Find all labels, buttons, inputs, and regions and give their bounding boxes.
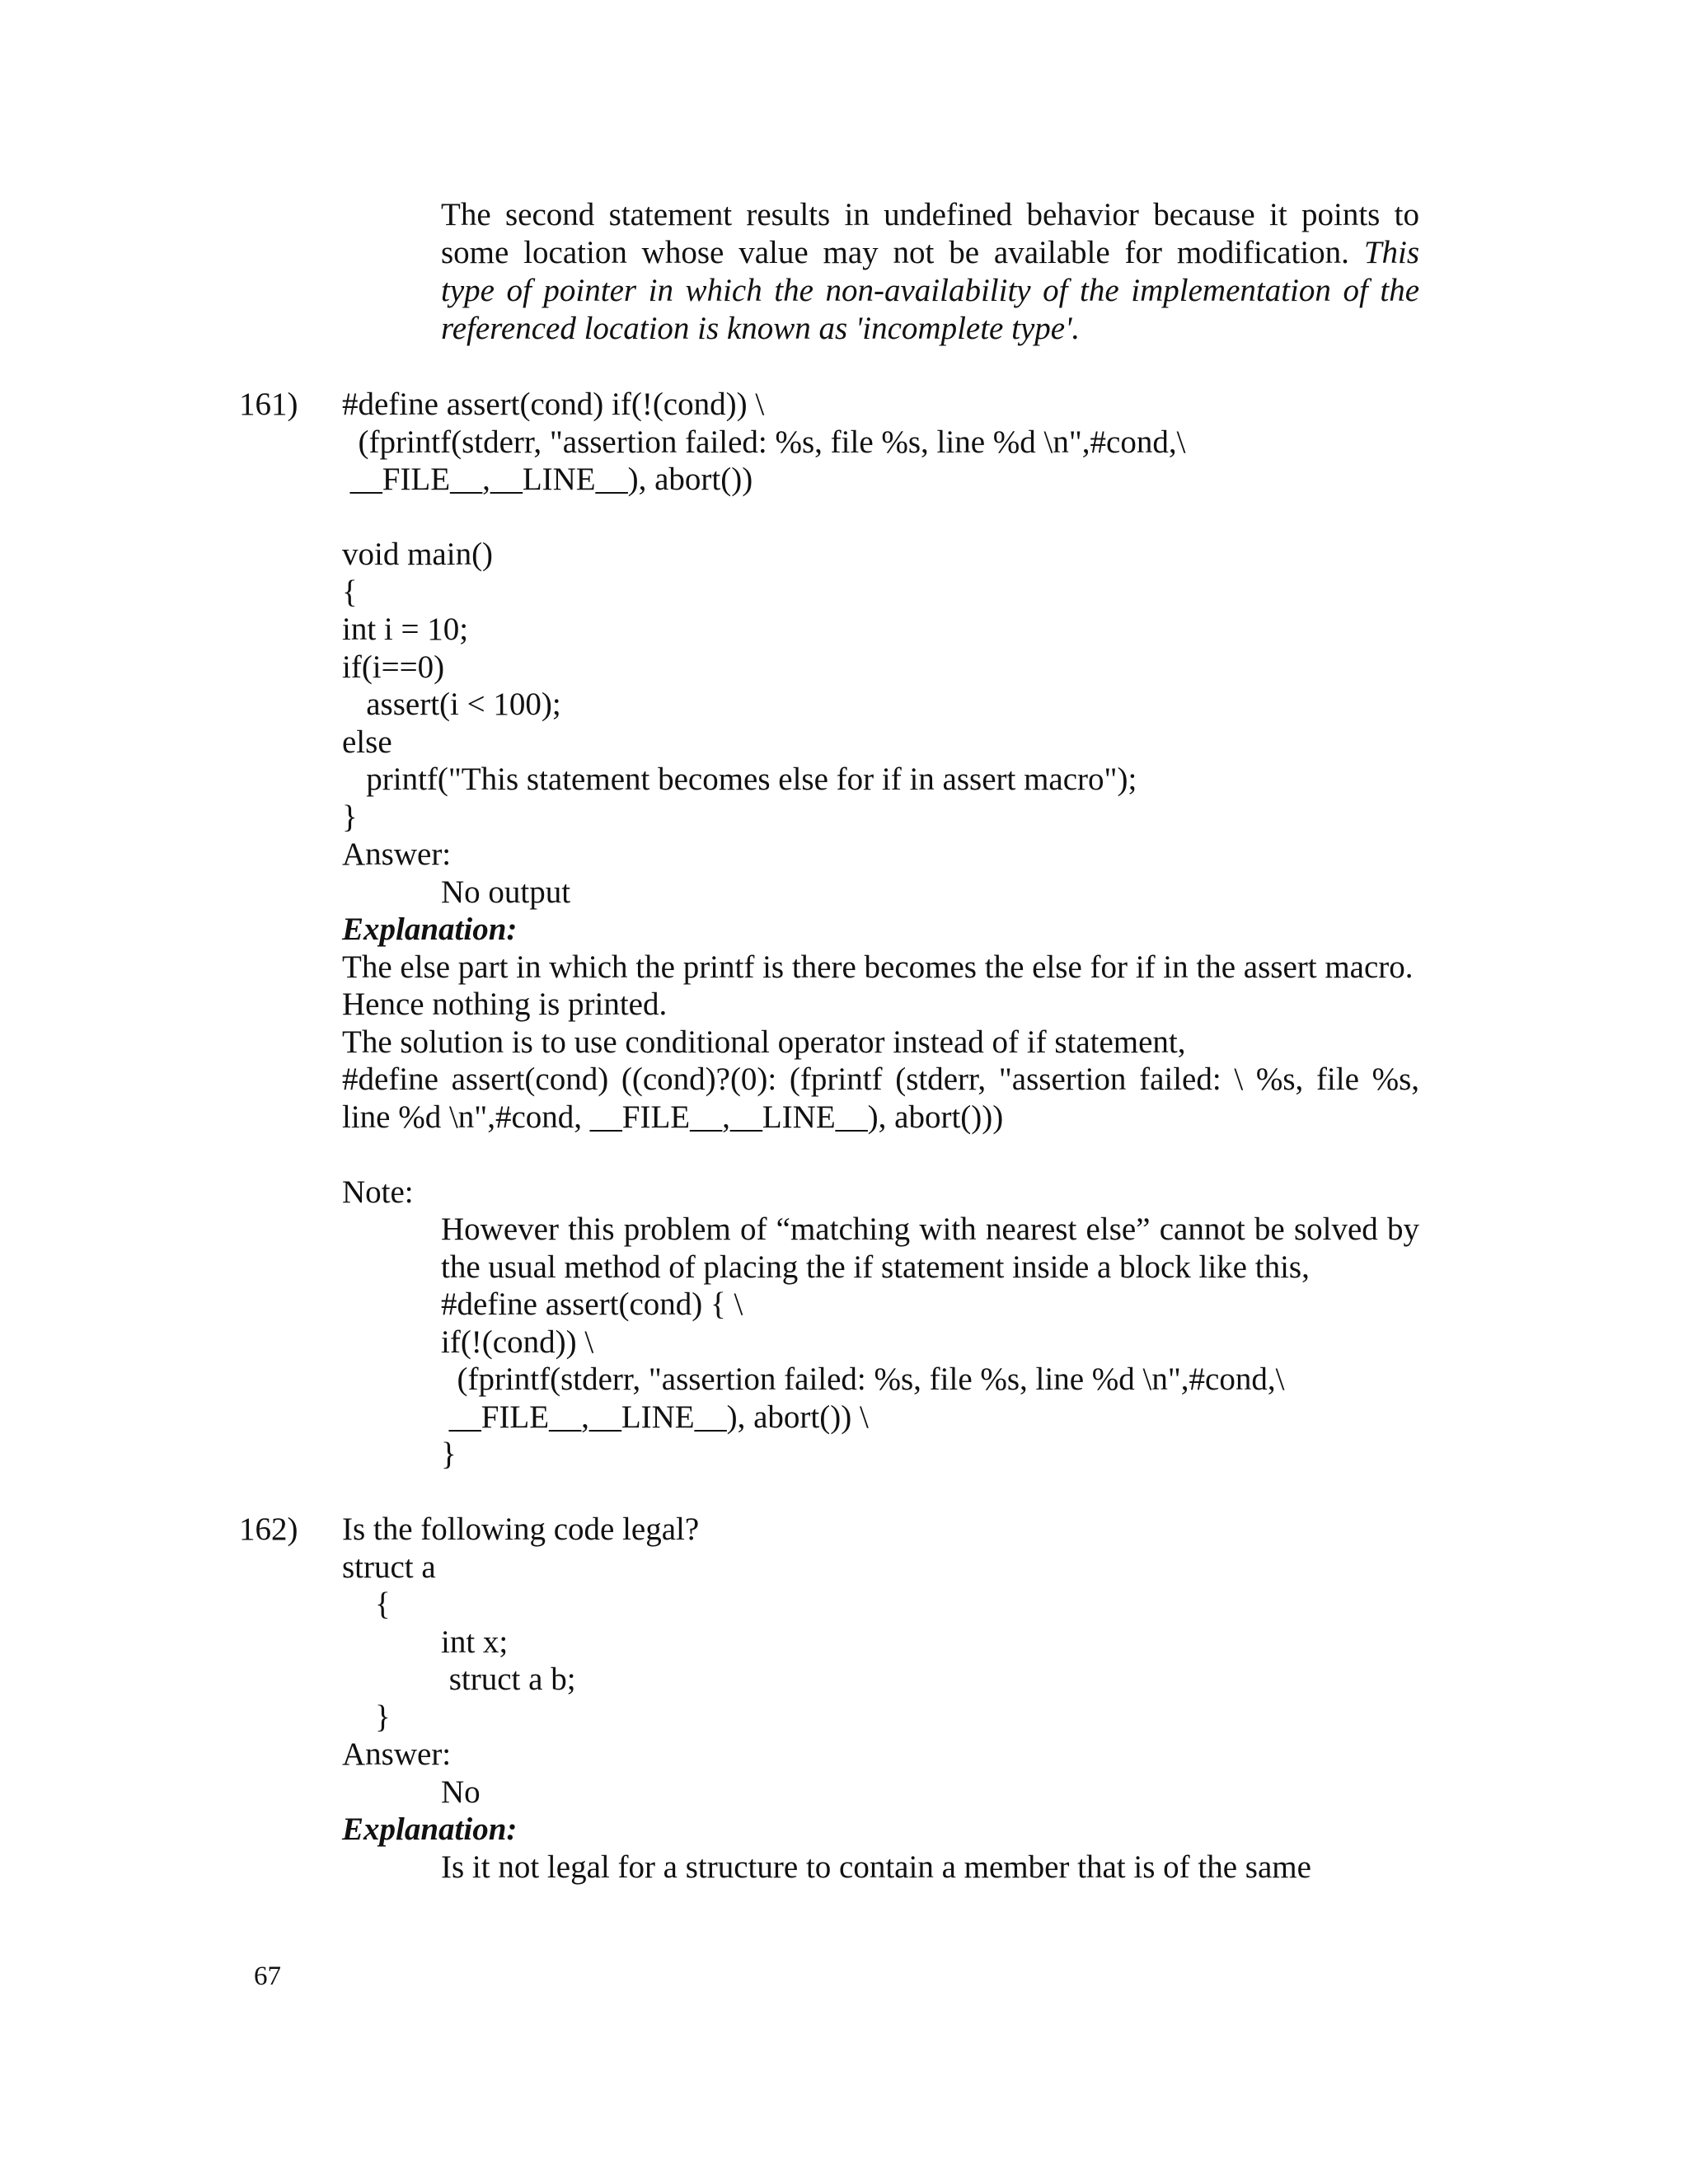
q161-code-line: } xyxy=(342,799,358,835)
q161-explanation-line: The solution is to use conditional operator instead of if statement, xyxy=(342,1024,1186,1060)
intro-line-2-plain: some location whose value may not be available for modification. xyxy=(441,235,1349,270)
q161-explanation-line: The else part in which the printf is there becomes the else for if in the assert macro. xyxy=(342,949,1414,985)
q161-code-line: #define assert(cond) if(!(cond)) \ xyxy=(342,387,765,422)
q161-code-line: { xyxy=(342,574,358,610)
q161-answer-label: Answer: xyxy=(342,837,452,872)
q162-explanation: Is it not legal for a structure to contain a member that is of the same xyxy=(441,1849,1311,1885)
q161-code-line: int i = 10; xyxy=(342,612,469,647)
q161-note-label: Note: xyxy=(342,1174,414,1210)
q161-code-line: __FILE__,__LINE__), abort()) xyxy=(342,462,753,497)
page-number: 67 xyxy=(254,1961,281,1991)
q162-code-line: struct a b; xyxy=(441,1661,576,1697)
q161-note-line: if(!(cond)) \ xyxy=(441,1324,594,1360)
q162-code-line: struct a xyxy=(342,1549,436,1585)
q161-code-line: printf("This statement becomes else for if in assert macro"); xyxy=(342,762,1137,797)
q161-note-line: (fprintf(stderr, "assertion failed: %s, file %s, line %d \n",#cond,\ xyxy=(441,1361,1285,1397)
q161-explanation-line: #define assert(cond) ((cond)?(0): (fprintf (stderr, "assertion failed: \ %s, file %s, xyxy=(342,1062,1419,1097)
intro-line-4: referenced location is known as 'incomplete type'. xyxy=(441,311,1081,346)
q161-explanation-line: Hence nothing is printed. xyxy=(342,987,668,1022)
q162-explanation-label: Explanation: xyxy=(342,1811,518,1847)
q161-note-line: #define assert(cond) { \ xyxy=(441,1286,743,1322)
q161-note-line: However this problem of “matching with nearest else” cannot be solved by xyxy=(441,1212,1419,1247)
q161-code-line: else xyxy=(342,724,392,760)
intro-line-1: The second statement results in undefined behavior because it points to xyxy=(441,197,1419,232)
question-number-162: 162) xyxy=(239,1511,298,1547)
q161-note-line: the usual method of placing the if statement inside a block like this, xyxy=(441,1249,1310,1285)
q161-note-line: } xyxy=(441,1436,457,1472)
intro-line-2-italic: This xyxy=(1363,235,1420,270)
q162-code-line: int x; xyxy=(441,1624,509,1660)
q162-question: Is the following code legal? xyxy=(342,1511,700,1547)
q161-code-line: assert(i < 100); xyxy=(342,687,561,722)
q161-code-line: (fprintf(stderr, "assertion failed: %s, file %s, line %d \n",#cond,\ xyxy=(342,424,1186,460)
q161-explanation-line: line %d \n",#cond, __FILE__,__LINE__), abort())) xyxy=(342,1099,1004,1135)
question-number-161: 161) xyxy=(239,387,298,422)
intro-line-3: type of pointer in which the non-availability of the implementation of the xyxy=(441,273,1419,308)
q161-code-line: void main() xyxy=(342,537,494,572)
q162-code-line: } xyxy=(375,1699,391,1735)
q161-explanation-label: Explanation: xyxy=(342,912,518,947)
q162-code-line: { xyxy=(375,1586,391,1622)
q162-answer: No xyxy=(441,1774,481,1810)
q162-answer-label: Answer: xyxy=(342,1736,452,1772)
q161-code-line: if(i==0) xyxy=(342,649,445,685)
q161-answer: No output xyxy=(441,874,571,910)
q161-note-line: __FILE__,__LINE__), abort()) \ xyxy=(441,1399,869,1435)
intro-line-2 xyxy=(441,234,1419,272)
